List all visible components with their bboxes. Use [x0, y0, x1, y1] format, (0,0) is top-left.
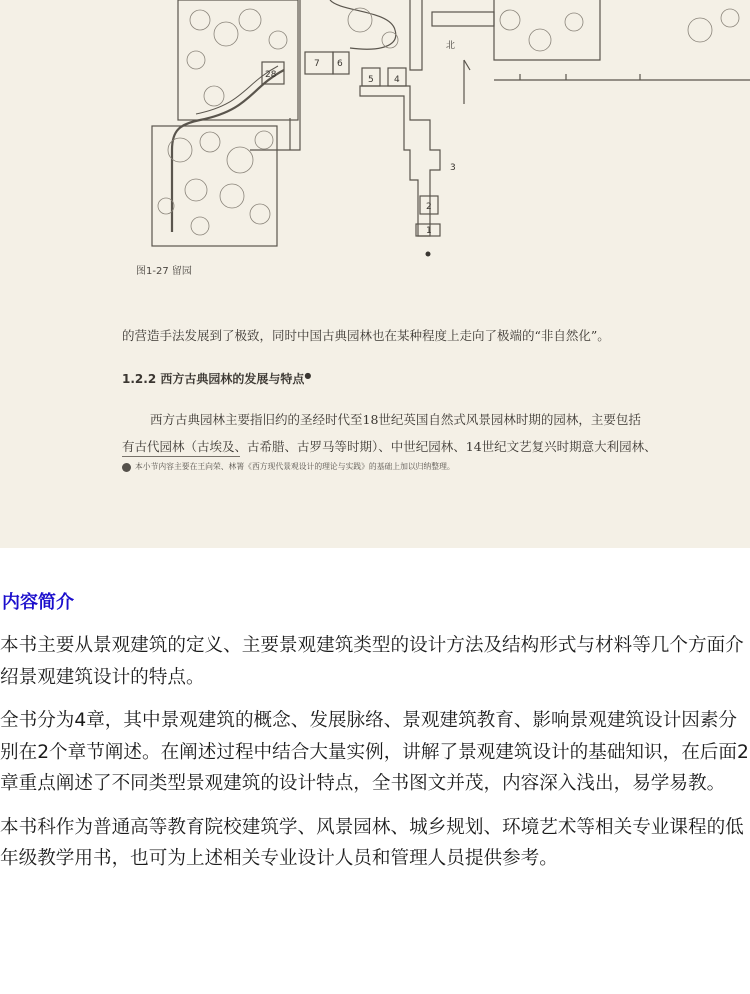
- description-paragraph: 本书主要从景观建筑的定义、主要景观建筑类型的设计方法及结构形式与材料等几个方面介绍景观建筑设计的特点。: [0, 635, 744, 688]
- plan-room-label: 2: [426, 202, 432, 212]
- section-heading: [122, 370, 311, 387]
- footnote-text: 本小节内容主要在王向荣、林箐《西方现代景观设计的理论与实践》的基础上加以归纳整理。: [135, 462, 455, 471]
- plan-room-label: 1: [426, 226, 432, 236]
- plan-room-label: 7: [314, 59, 320, 69]
- scan-body-line: 有古代园林（古埃及、古希腊、古罗马等时期）、中世纪园林、14世纪文艺复兴时期意大利园林、: [122, 439, 657, 454]
- book-description: [0, 590, 750, 887]
- plan-room-label: 5: [368, 75, 374, 85]
- garden-plan-figure: [0, 0, 750, 300]
- section-heading-text: 1.2.2 西方古典园林的发展与特点: [122, 372, 305, 386]
- footnote-mark: ●: [304, 371, 312, 380]
- footnote: [122, 461, 455, 472]
- description-paragraph: 全书分为4章，其中景观建筑的概念、发展脉络、景观建筑教育、影响景观建筑设计因素分别在2个章节阐述。在阐述过程中结合大量实例，讲解了景观建筑设计的基础知识，在后面2章重点阐述了不同类型景观建筑的设计特点，全书图文并茂，内容深入浅出，易学易教。: [0, 710, 749, 794]
- plan-north-label: 北: [446, 41, 456, 51]
- plan-room-label: 4: [394, 75, 400, 85]
- footnote-divider: [122, 456, 240, 457]
- scan-body-line: 的营造手法发展到了极致，同时中国古典园林也在某种程度上走向了极端的“非自然化”。: [122, 328, 610, 343]
- plan-room-label: 6: [337, 59, 343, 69]
- plan-room-label: 3: [450, 163, 456, 173]
- description-paragraph: 本书科作为普通高等教育院校建筑学、风景园林、城乡规划、环境艺术等相关专业课程的低年级教学用书，也可为上述相关专业设计人员和管理人员提供参考。: [0, 816, 744, 869]
- footnote-bullet-icon: [122, 463, 131, 472]
- figure-caption: 图1-27 留园: [136, 266, 192, 277]
- plan-room-label: 28: [265, 70, 277, 80]
- scan-body-line: 西方古典园林主要指旧约的圣经时代至18世纪英国自然式风景园林时期的园林，主要包括: [150, 412, 641, 427]
- description-title: 内容简介: [2, 592, 74, 613]
